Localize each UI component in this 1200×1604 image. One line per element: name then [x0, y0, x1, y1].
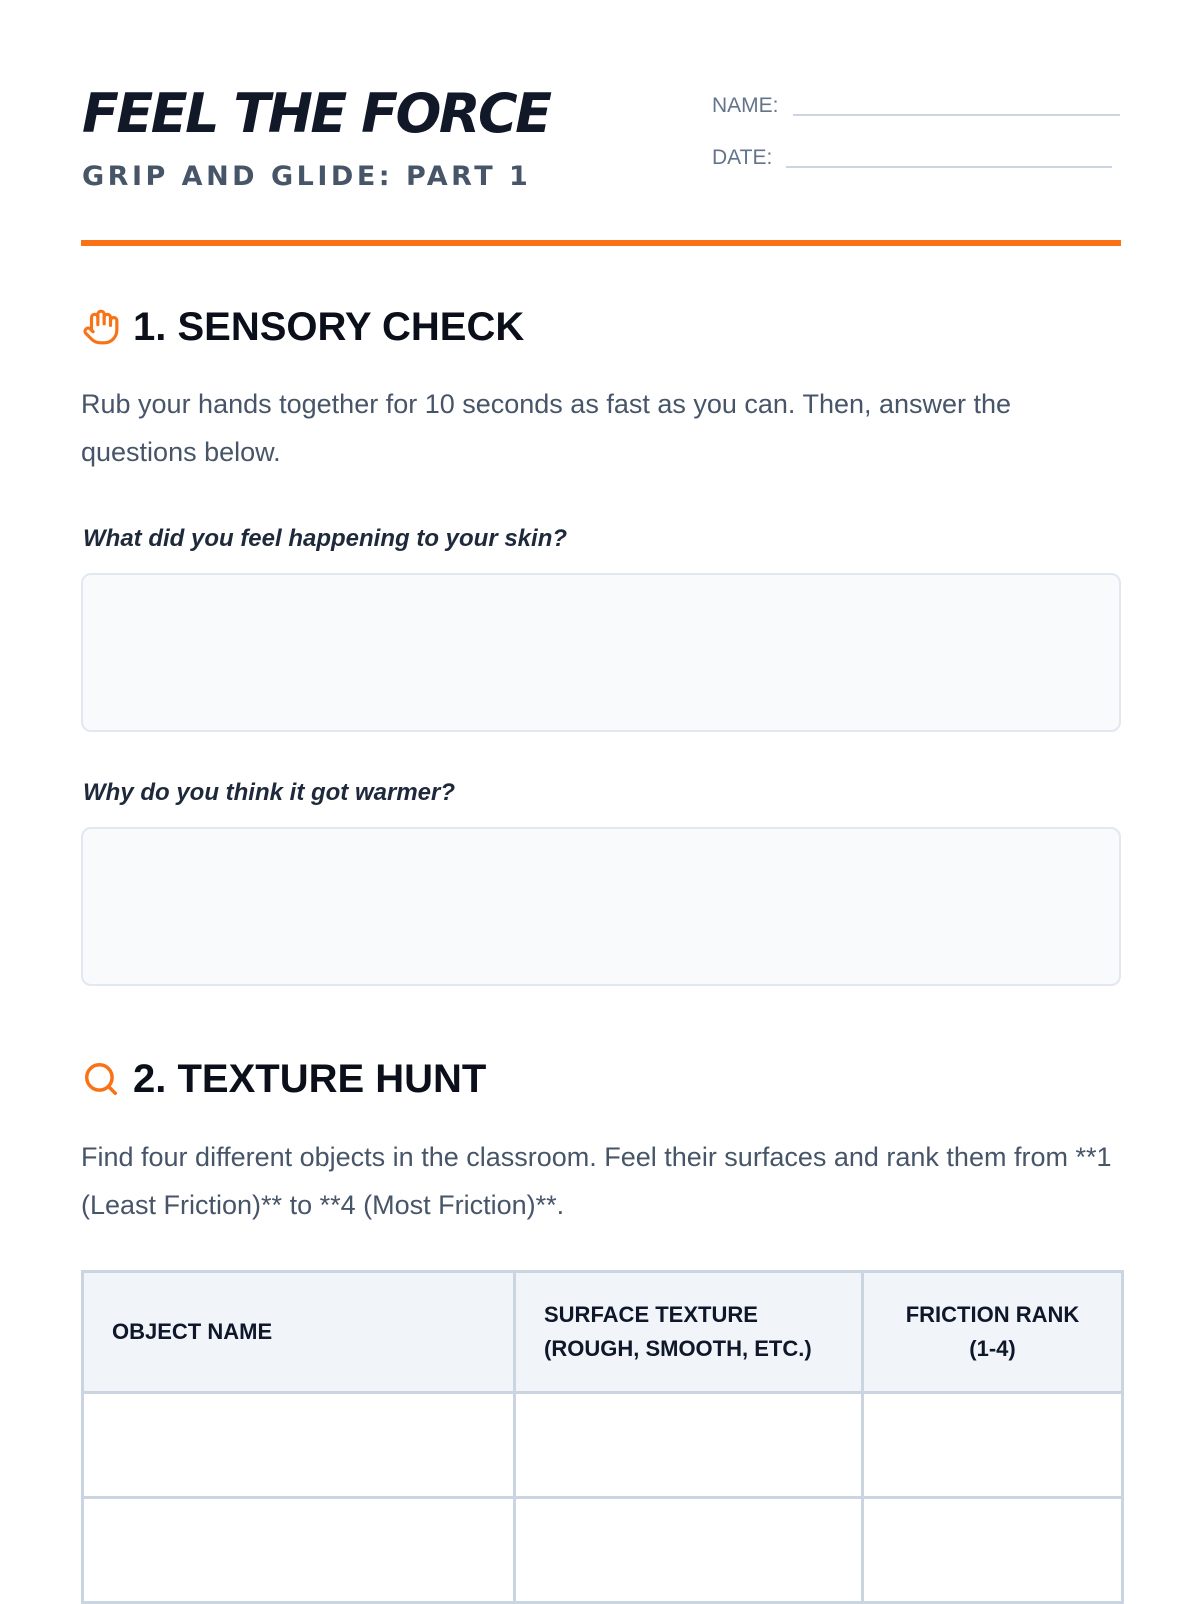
page-title: FEEL THE FORCE: [82, 82, 550, 145]
column-header-object-name: [83, 1272, 515, 1393]
table-cell-surface-texture[interactable]: [515, 1393, 863, 1498]
name-field[interactable]: [793, 114, 1120, 116]
date-label: DATE:: [712, 146, 773, 169]
table-cell-object-name[interactable]: [83, 1393, 515, 1498]
column-header-subtext: (1-4): [969, 1336, 1016, 1361]
date-field-row: [712, 140, 1112, 170]
name-field-row: [712, 88, 1120, 118]
column-header-subtext: (ROUGH, SMOOTH, ETC.): [544, 1336, 812, 1361]
column-header-surface-texture: [515, 1272, 863, 1393]
question-warmer: Why do you think it got warmer?: [83, 779, 455, 806]
column-header-text: SURFACE TEXTURE: [544, 1302, 758, 1327]
table-row: [83, 1393, 1123, 1498]
table-header-row: [83, 1272, 1123, 1393]
section-sensory-check-heading: [81, 305, 524, 349]
texture-instructions: Find four different objects in the classroom. Feel their surfaces and rank them from **1 (Least Friction)** to **4 (Most Friction)**.: [81, 1142, 1112, 1220]
table-cell-surface-texture[interactable]: [515, 1498, 863, 1603]
answer-box-skin[interactable]: [81, 573, 1121, 732]
column-header-text: FRICTION RANK: [905, 1302, 1080, 1327]
hand-icon: [81, 307, 121, 347]
page-subtitle: GRIP AND GLIDE: PART 1: [82, 161, 532, 192]
column-header-text: OBJECT NAME: [112, 1319, 273, 1344]
table-cell-friction-rank[interactable]: [863, 1393, 1123, 1498]
answer-box-warmer[interactable]: [81, 827, 1121, 986]
header-divider: [81, 240, 1121, 246]
table-cell-object-name[interactable]: [83, 1498, 515, 1603]
name-label: NAME:: [712, 94, 779, 117]
column-header-friction-rank: [863, 1272, 1123, 1393]
magnifier-icon: [81, 1059, 121, 1099]
section-heading-text: 1. SENSORY CHECK: [133, 305, 525, 349]
table-cell-friction-rank[interactable]: [863, 1498, 1123, 1603]
section-texture-hunt-heading: [81, 1057, 486, 1101]
section-heading-text: 2. TEXTURE HUNT: [133, 1057, 487, 1101]
table-row: [83, 1498, 1123, 1603]
date-field[interactable]: [786, 166, 1112, 168]
sensory-instructions: Rub your hands together for 10 seconds as fast as you can. Then, answer the questions below.: [81, 389, 1012, 467]
question-skin: What did you feel happening to your skin?: [83, 525, 568, 552]
texture-table: [81, 1270, 1124, 1604]
